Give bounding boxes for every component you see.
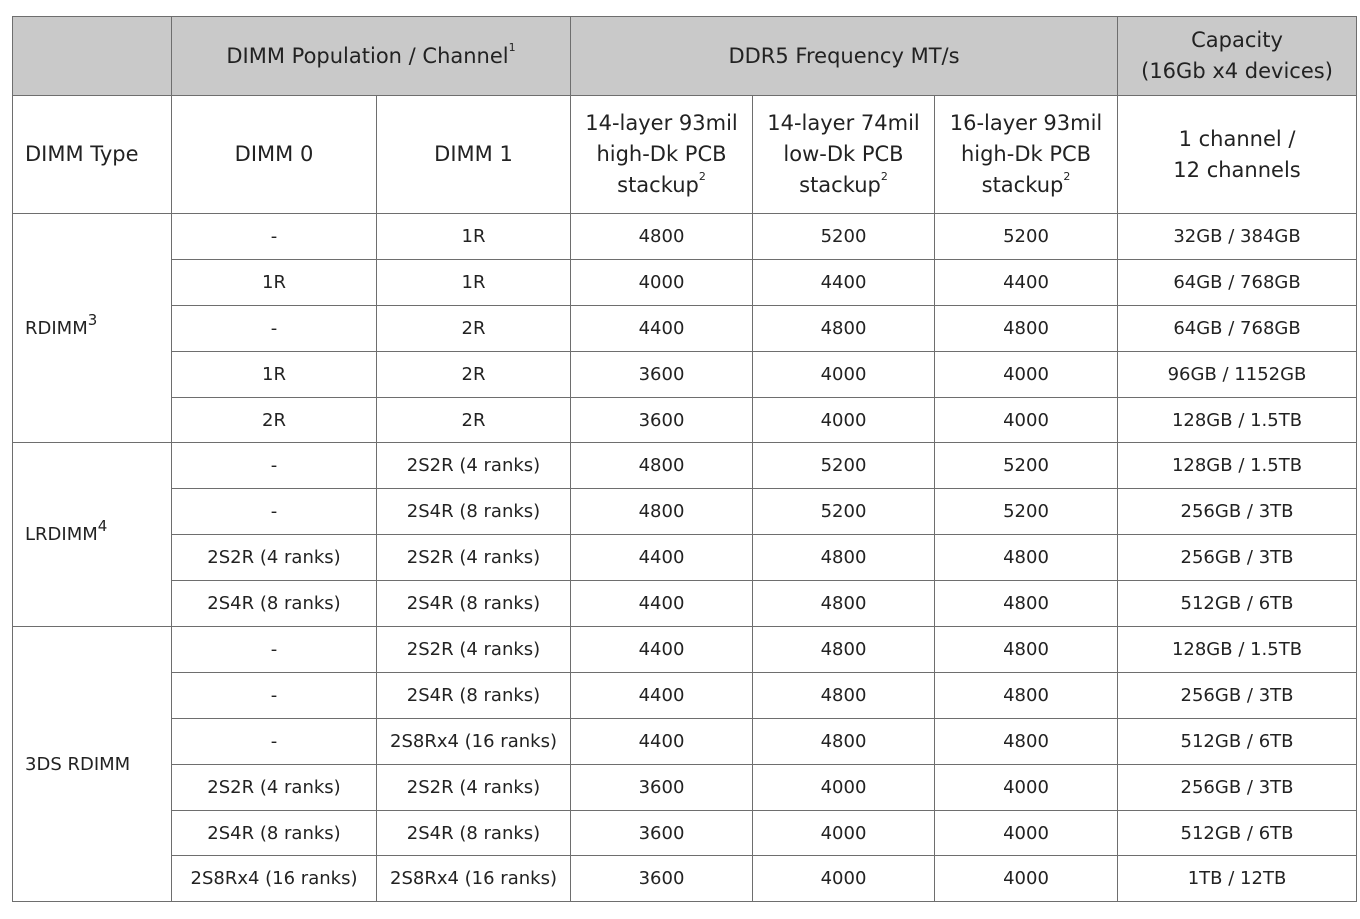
freq-14l-93mil-cell: 3600 [571,351,753,397]
dimm1-cell: 2R [377,305,571,351]
dimm0-cell: - [172,214,377,260]
dimm0-cell: - [172,627,377,673]
freq-16l-93mil-cell: 5200 [935,214,1118,260]
freq-14l-93mil-cell: 3600 [571,764,753,810]
subheader-dimm1: DIMM 1 [377,96,571,214]
pcb2-line1: 14-layer 74mil [767,111,920,135]
freq-14l-93mil-cell: 4800 [571,443,753,489]
freq-14l-74mil-cell: 4400 [753,259,935,305]
dimm0-cell: 2S4R (8 ranks) [172,581,377,627]
memory-config-table [12,16,1357,902]
table-row [13,535,1357,581]
table-row [13,259,1357,305]
freq-14l-74mil-cell: 4800 [753,305,935,351]
dimm0-cell: 2R [172,397,377,443]
capacity-cell: 512GB / 6TB [1118,718,1357,764]
freq-14l-93mil-cell: 4800 [571,214,753,260]
freq-14l-74mil-cell: 5200 [753,214,935,260]
capacity-cell: 512GB / 6TB [1118,581,1357,627]
table-row [13,397,1357,443]
subheader-dimm-type: DIMM Type [13,96,172,214]
freq-14l-93mil-cell: 3600 [571,856,753,902]
freq-16l-93mil-cell: 4800 [935,581,1118,627]
dimm1-cell: 2S4R (8 ranks) [377,672,571,718]
freq-14l-74mil-cell: 4800 [753,535,935,581]
dimm0-cell: 1R [172,259,377,305]
dimm0-cell: - [172,718,377,764]
table-row [13,856,1357,902]
pcb3-line3: stackup [981,173,1064,197]
table-row [13,305,1357,351]
subheader-pcb-3 [935,96,1118,214]
dimm1-cell: 2S8Rx4 (16 ranks) [377,718,571,764]
dimm0-cell: - [172,443,377,489]
freq-14l-74mil-cell: 4800 [753,672,935,718]
subheader-row [13,96,1357,214]
subheader-capacity [1118,96,1357,214]
freq-14l-93mil-cell: 3600 [571,397,753,443]
freq-14l-93mil-cell: 4400 [571,535,753,581]
table-row [13,489,1357,535]
freq-16l-93mil-cell: 4800 [935,535,1118,581]
dimm1-cell: 2S2R (4 ranks) [377,764,571,810]
dimm1-cell: 2S4R (8 ranks) [377,810,571,856]
capacity-cell: 256GB / 3TB [1118,489,1357,535]
subheader-pcb-1 [571,96,753,214]
dimm0-cell: - [172,489,377,535]
freq-14l-74mil-cell: 4800 [753,581,935,627]
footnote-2: 2 [698,170,706,183]
subheader-capacity-line1: 1 channel / [1178,126,1296,151]
footnote-2: 2 [1063,170,1071,183]
header-dimm-population [172,17,571,96]
freq-16l-93mil-cell: 4000 [935,810,1118,856]
dimm-type-cell [13,443,172,627]
capacity-cell: 64GB / 768GB [1118,259,1357,305]
table-row [13,214,1357,260]
freq-16l-93mil-cell: 4000 [935,397,1118,443]
table-row [13,810,1357,856]
capacity-cell: 512GB / 6TB [1118,810,1357,856]
header-blank-cell [13,17,172,96]
freq-16l-93mil-cell: 4800 [935,672,1118,718]
dimm1-cell: 1R [377,259,571,305]
dimm1-cell: 2S8Rx4 (16 ranks) [377,856,571,902]
dimm-type-cell [13,214,172,443]
dimm0-cell: 1R [172,351,377,397]
dimm-type-label: LRDIMM [25,524,98,546]
dimm0-cell: 2S2R (4 ranks) [172,535,377,581]
freq-14l-93mil-cell: 4400 [571,627,753,673]
capacity-cell: 128GB / 1.5TB [1118,443,1357,489]
freq-14l-93mil-cell: 4400 [571,718,753,764]
freq-14l-74mil-cell: 4000 [753,856,935,902]
dimm1-cell: 1R [377,214,571,260]
pcb1-line1: 14-layer 93mil [585,111,738,135]
table-row [13,718,1357,764]
pcb3-line1: 16-layer 93mil [949,111,1103,135]
freq-16l-93mil-cell: 4000 [935,351,1118,397]
dimm-type-footnote: 3 [87,310,98,329]
freq-14l-93mil-cell: 4400 [571,581,753,627]
dimm1-cell: 2S4R (8 ranks) [377,581,571,627]
freq-16l-93mil-cell: 4000 [935,856,1118,902]
capacity-cell: 1TB / 12TB [1118,856,1357,902]
table-body [13,214,1357,902]
freq-16l-93mil-cell: 4800 [935,718,1118,764]
dimm1-cell: 2R [377,351,571,397]
header-capacity-line1: Capacity [1191,28,1283,52]
freq-14l-93mil-cell: 4000 [571,259,753,305]
freq-16l-93mil-cell: 4800 [935,627,1118,673]
table-row [13,627,1357,673]
freq-14l-74mil-cell: 5200 [753,443,935,489]
capacity-cell: 64GB / 768GB [1118,305,1357,351]
capacity-cell: 256GB / 3TB [1118,672,1357,718]
dimm1-cell: 2S2R (4 ranks) [377,535,571,581]
freq-16l-93mil-cell: 4400 [935,259,1118,305]
freq-14l-74mil-cell: 4000 [753,810,935,856]
table-row [13,351,1357,397]
capacity-cell: 128GB / 1.5TB [1118,397,1357,443]
dimm0-cell: - [172,672,377,718]
subheader-capacity-line2: 12 channels [1173,157,1301,182]
dimm-type-label: RDIMM [25,317,88,339]
dimm1-cell: 2R [377,397,571,443]
freq-14l-93mil-cell: 4400 [571,672,753,718]
freq-14l-74mil-cell: 4000 [753,397,935,443]
pcb2-line3: stackup [799,173,881,197]
capacity-cell: 32GB / 384GB [1118,214,1357,260]
header-capacity [1118,17,1357,96]
pcb3-line2: high-Dk PCB [960,142,1092,166]
dimm1-cell: 2S4R (8 ranks) [377,489,571,535]
header-row [13,17,1357,96]
freq-14l-74mil-cell: 4800 [753,627,935,673]
dimm-type-label: 3DS RDIMM [25,753,131,775]
table-row [13,764,1357,810]
pcb1-line3: stackup [617,173,699,197]
header-ddr5-frequency-label: DDR5 Frequency MT/s [728,43,960,68]
subheader-pcb-2 [753,96,935,214]
freq-14l-93mil-cell: 4400 [571,305,753,351]
freq-14l-74mil-cell: 4000 [753,351,935,397]
freq-14l-74mil-cell: 5200 [753,489,935,535]
footnote-2: 2 [880,170,888,183]
dimm-type-cell [13,627,172,902]
freq-14l-74mil-cell: 4800 [753,718,935,764]
header-ddr5-frequency [571,17,1118,96]
dimm1-cell: 2S2R (4 ranks) [377,443,571,489]
dimm0-cell: 2S4R (8 ranks) [172,810,377,856]
dimm0-cell: 2S8Rx4 (16 ranks) [172,856,377,902]
freq-14l-93mil-cell: 3600 [571,810,753,856]
table-row [13,443,1357,489]
capacity-cell: 96GB / 1152GB [1118,351,1357,397]
freq-16l-93mil-cell: 5200 [935,489,1118,535]
capacity-cell: 256GB / 3TB [1118,764,1357,810]
dimm1-cell: 2S2R (4 ranks) [377,627,571,673]
dimm0-cell: 2S2R (4 ranks) [172,764,377,810]
capacity-cell: 128GB / 1.5TB [1118,627,1357,673]
pcb1-line2: high-Dk PCB [596,142,727,166]
table-row [13,581,1357,627]
freq-14l-74mil-cell: 4000 [753,764,935,810]
table-row [13,672,1357,718]
capacity-cell: 256GB / 3TB [1118,535,1357,581]
header-dimm-population-label: DIMM Population / Channel [226,43,509,68]
freq-16l-93mil-cell: 5200 [935,443,1118,489]
dimm-type-footnote: 4 [97,517,108,536]
subheader-dimm0: DIMM 0 [172,96,377,214]
freq-16l-93mil-cell: 4800 [935,305,1118,351]
header-capacity-line2: (16Gb x4 devices) [1141,59,1333,83]
pcb2-line2: low-Dk PCB [783,142,904,166]
footnote-1: 1 [508,40,516,54]
freq-14l-93mil-cell: 4800 [571,489,753,535]
freq-16l-93mil-cell: 4000 [935,764,1118,810]
dimm0-cell: - [172,305,377,351]
